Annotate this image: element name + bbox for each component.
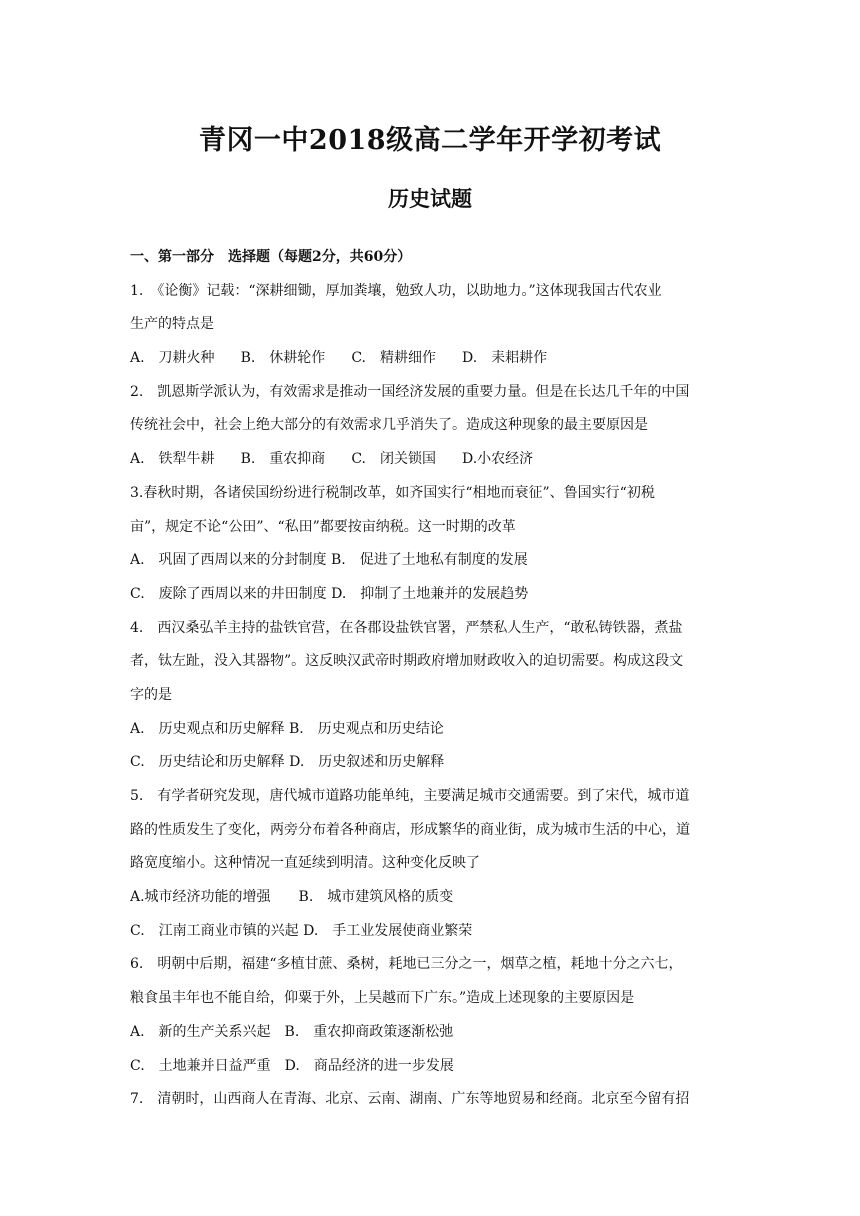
question-text: 粮食虽丰年也不能自给，仰粟于外，上吴越而下广东。”造成上述现象的主要原因是	[130, 990, 635, 1007]
section-heading: 一、第一部分 选择题（每题2分，共60分）	[130, 249, 412, 265]
exam-title: 青冈一中2018级高二学年开学初考试	[198, 125, 662, 156]
exam-subject: 历史试题	[388, 186, 472, 211]
option-row[interactable]: A.城市经济功能的增强 B. 城市建筑风格的质变	[130, 889, 454, 906]
option-a[interactable]: A. 刀耕火种	[130, 350, 215, 367]
question-text: 4. 西汉桑弘羊主持的盐铁官营，在各郡设盐铁官署，严禁私人生产，“敢私铸铁器，煮盐	[130, 619, 683, 636]
option-row[interactable]: C. 江南工商业市镇的兴起 D. 手工业发展使商业繁荣	[130, 922, 473, 939]
question-text: 传统社会中，社会上绝大部分的有效需求几乎消失了。造成这种现象的最主要原因是	[130, 417, 648, 434]
question-text: 路宽度缩小。这种情况一直延续到明清。这种变化反映了	[130, 855, 480, 872]
option-b[interactable]: B. 重农抑商	[240, 451, 326, 468]
question-text: 6. 明朝中后期，福建“多植甘蔗、桑树，耗地已三分之一，烟草之植，耗地十分之六七，	[130, 956, 683, 973]
option-d[interactable]: D.小农经济	[461, 451, 534, 468]
option-row[interactable]: A. 巩固了西周以来的分封制度 B. 促进了土地私有制度的发展	[130, 552, 528, 569]
option-row	[130, 342, 736, 376]
question-6	[130, 948, 736, 1083]
question-text: 1. 《论衡》记载：“深耕细锄，厚加粪壤，勉致人功，以助地力。”这体现我国古代农业	[130, 282, 662, 299]
question-text: 字的是	[130, 686, 172, 703]
option-row[interactable]: A. 新的生产关系兴起 B. 重农抑商政策逐渐松弛	[130, 1023, 454, 1040]
option-row	[130, 443, 736, 477]
question-text: 3.春秋时期，各诸侯国纷纷进行税制改革，如齐国实行“相地而衰征”、鲁国实行“初税	[130, 484, 655, 501]
option-c[interactable]: C. 精耕细作	[351, 350, 436, 367]
option-d[interactable]: D. 耒耜耕作	[461, 350, 548, 367]
question-text: 路的性质发生了变化，两旁分布着各种商店，形成繁华的商业街，成为城市生活的中心，道	[130, 821, 690, 838]
question-text: 者，钛左趾，没入其器物”。这反映汉武帝时期政府增加财政收入的迫切需要。构成这段文	[130, 653, 684, 670]
question-text: 5. 有学者研究发现，唐代城市道路功能单纯，主要满足城市交通需要。到了宋代，城市道	[130, 788, 690, 804]
option-row[interactable]: C. 废除了西周以来的井田制度 D. 抑制了土地兼并的发展趋势	[130, 585, 529, 602]
question-text: 亩”，规定不论“公田”、“私田”都要按亩纳税。这一时期的改革	[130, 518, 516, 535]
question-1	[130, 275, 736, 376]
question-4	[130, 612, 736, 780]
option-row[interactable]: C. 土地兼并日益严重 D. 商品经济的进一步发展	[130, 1057, 454, 1074]
question-text: 2. 凯恩斯学派认为，有效需求是推动一国经济发展的重要力量。但是在长达几千年的中国	[130, 383, 690, 400]
question-2	[130, 376, 736, 477]
question-3	[130, 477, 736, 612]
option-a[interactable]: A. 铁犁牛耕	[130, 451, 215, 468]
option-row[interactable]: C. 历史结论和历史解释 D. 历史叙述和历史解释	[130, 754, 445, 771]
question-7	[130, 1083, 736, 1117]
question-text: 7. 清朝时，山西商人在青海、北京、云南、湖南、广东等地贸易和经商。北京至今留有招	[130, 1091, 690, 1108]
option-c[interactable]: C. 闭关锁国	[351, 451, 436, 468]
question-5	[130, 780, 736, 948]
option-b[interactable]: B. 休耕轮作	[240, 350, 326, 367]
exam-content	[130, 241, 736, 1117]
option-row[interactable]: A. 历史观点和历史解释 B. 历史观点和历史结论	[130, 720, 444, 737]
question-text: 生产的特点是	[130, 316, 214, 333]
